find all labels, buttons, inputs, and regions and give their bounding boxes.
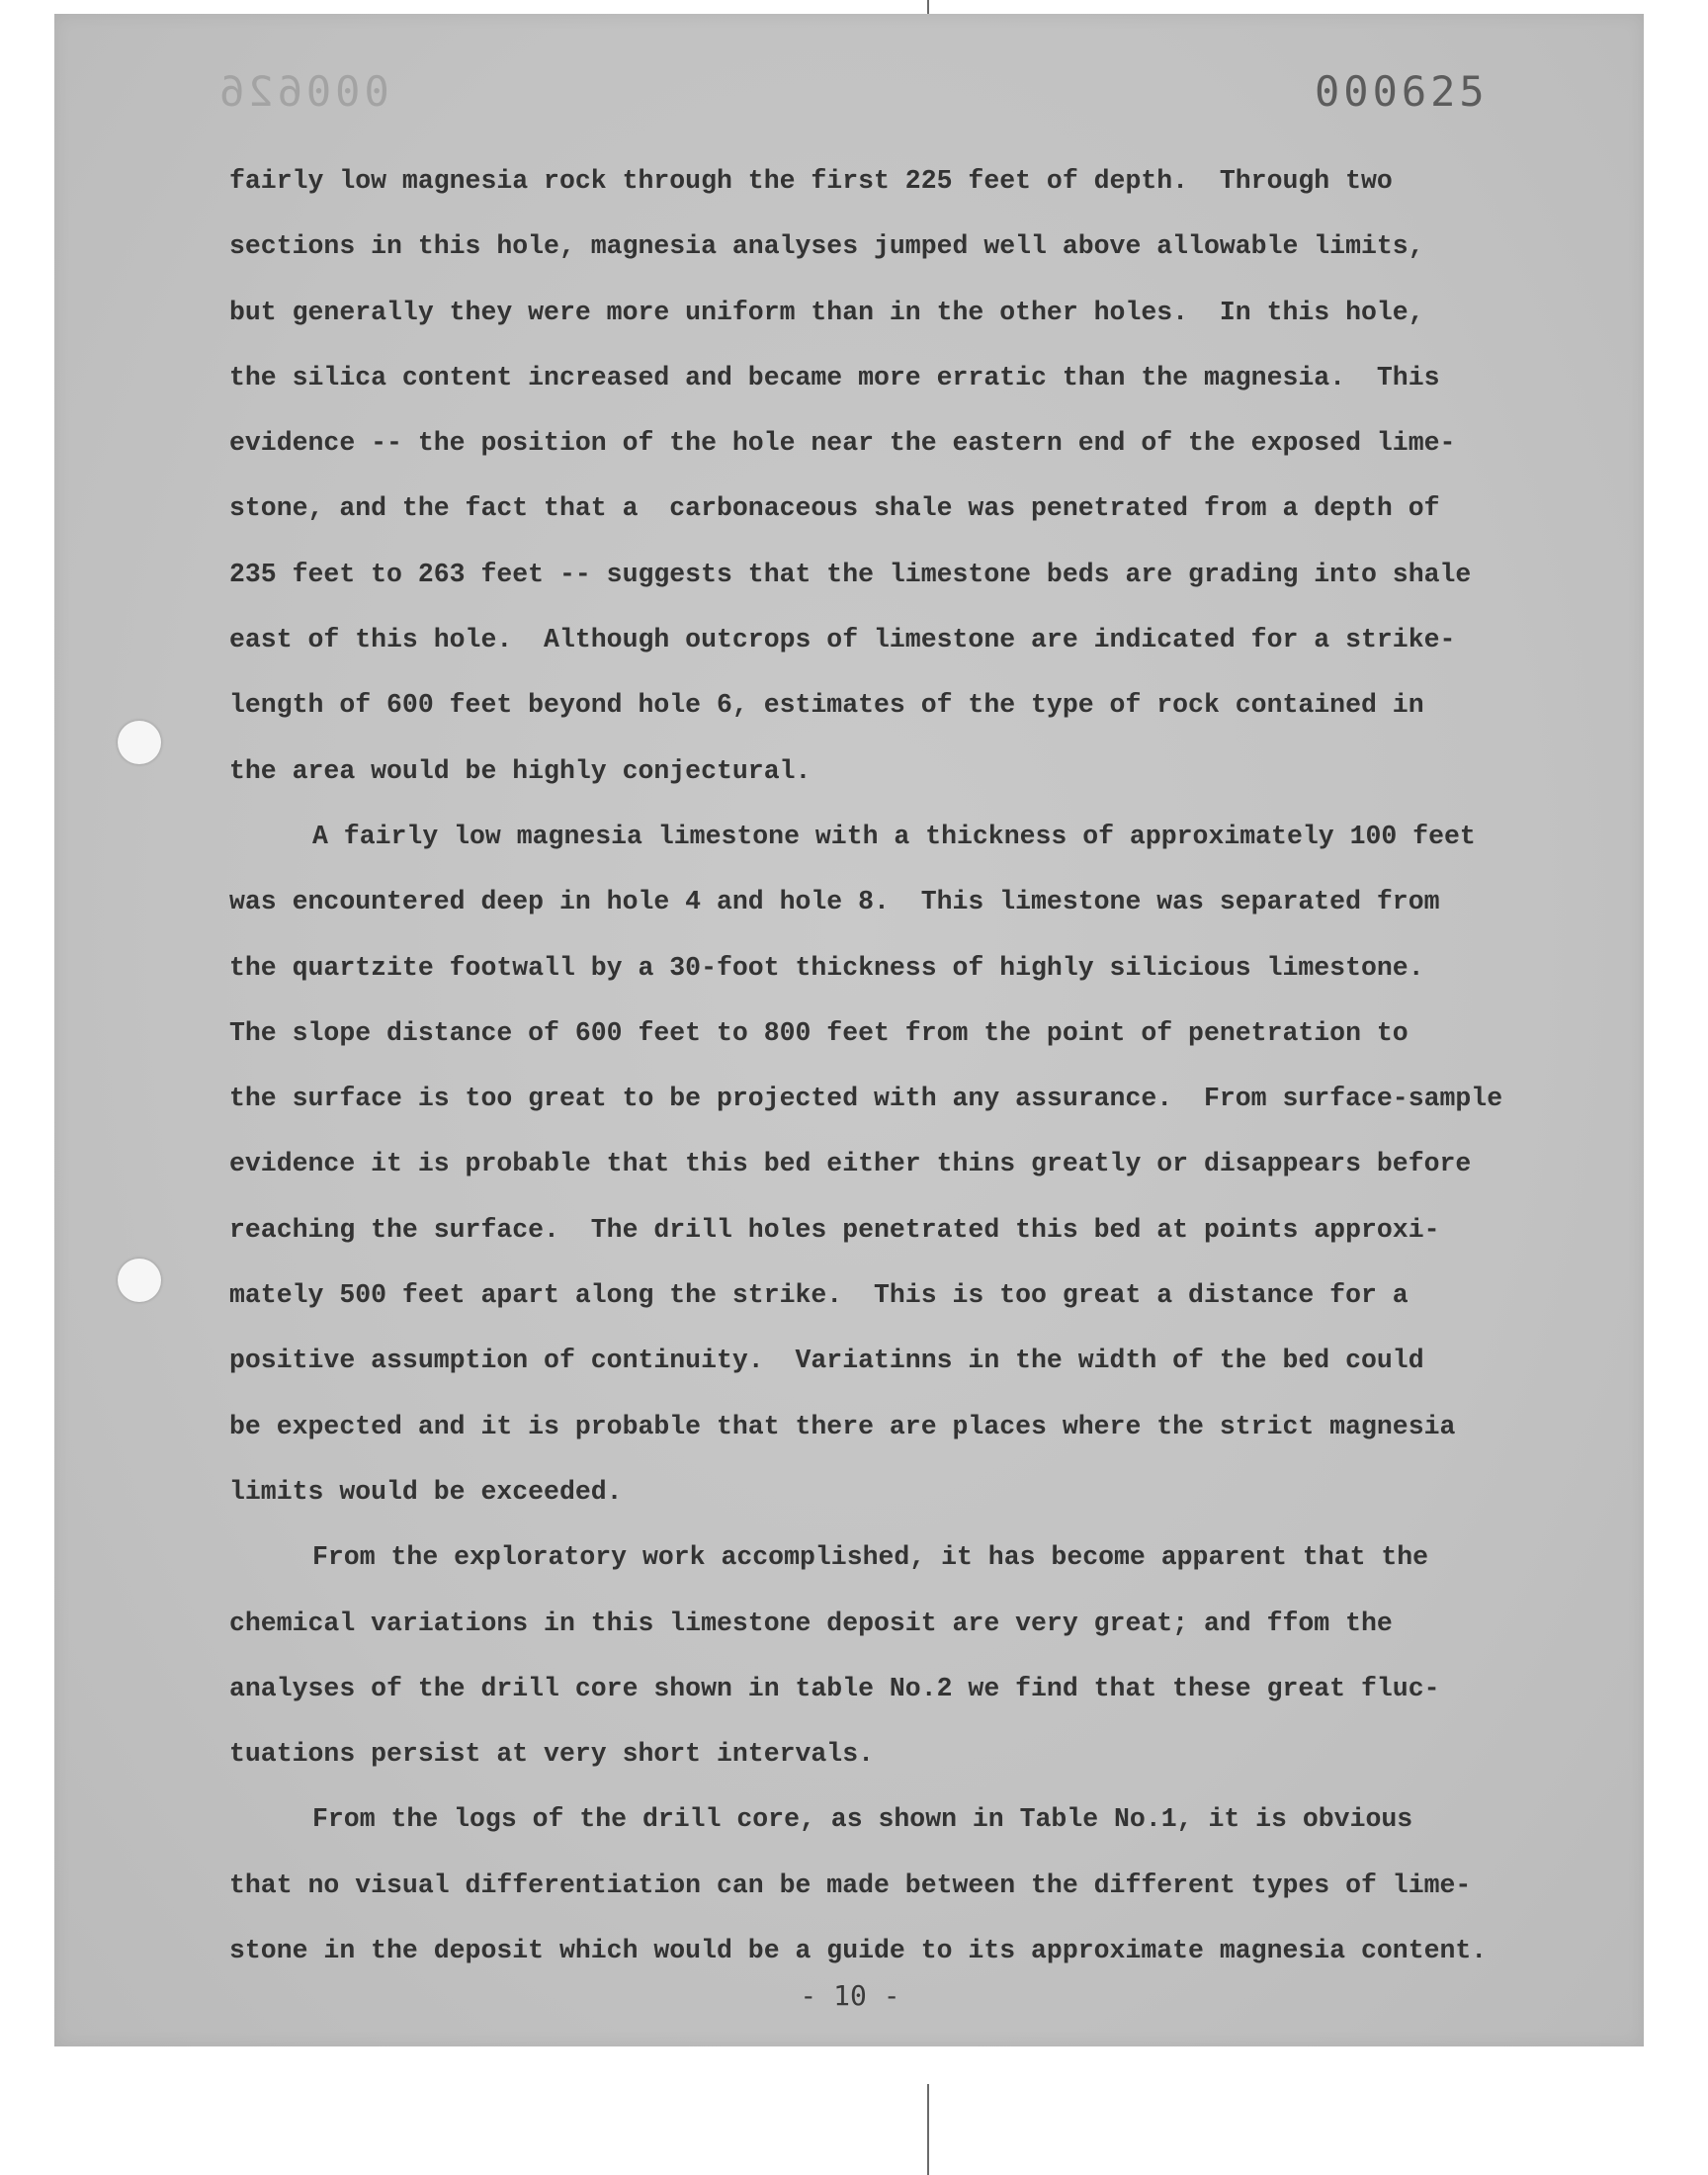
text-line: that no visual differentiation can be made between the different types of lime- <box>229 1870 1472 1900</box>
punch-hole <box>118 721 161 764</box>
text-line: east of this hole. Although outcrops of limestone are indicated for a strike- <box>229 625 1456 655</box>
punch-hole <box>118 1259 161 1302</box>
paragraph <box>229 1524 1574 1786</box>
text-line: stone in the deposit which would be a guide to its approximate magnesia content. <box>229 1936 1488 1966</box>
text-line: the quartzite footwall by a 30-foot thickness of highly silicious limestone. <box>229 952 1424 983</box>
text-line: length of 600 feet beyond hole 6, estimates of the type of rock contained in <box>229 690 1424 721</box>
text-line: evidence it is probable that this bed either thins greatly or disappears before <box>229 1149 1472 1179</box>
text-line: chemical variations in this limestone deposit are very great; and ffom the <box>229 1608 1393 1638</box>
paragraph <box>229 804 1574 1524</box>
text-line: From the exploratory work accomplished, it has become apparent that the <box>312 1542 1429 1573</box>
bleed-through-page-id: 000626 <box>215 67 389 116</box>
text-line: analyses of the drill core shown in table No.2 we find that these great fluc- <box>229 1673 1440 1703</box>
paragraph <box>229 148 1574 804</box>
text-line: 235 feet to 263 feet -- suggests that the limestone beds are grading into shale <box>229 559 1472 589</box>
page-id-stamp: 000625 <box>1315 67 1489 116</box>
fold-line-bottom <box>927 2084 929 2175</box>
text-line: the surface is too great to be projected with any assurance. From surface-sample <box>229 1084 1503 1114</box>
text-line: limits would be exceeded. <box>229 1476 623 1507</box>
text-line: the silica content increased and became more erratic than the magnesia. This <box>229 362 1440 392</box>
text-line: was encountered deep in hole 4 and hole 8. This limestone was separated from <box>229 887 1440 917</box>
text-line: tuations persist at very short intervals. <box>229 1739 875 1770</box>
text-line: positive assumption of continuity. Variatinns in the width of the bed could <box>229 1346 1424 1376</box>
text-line: the area would be highly conjectural. <box>229 755 811 786</box>
text-line: From the logs of the drill core, as shown in Table No.1, it is obvious <box>312 1804 1413 1835</box>
text-line: sections in this hole, magnesia analyses jumped well above allowable limits, <box>229 231 1424 262</box>
text-line: be expected and it is probable that there are places where the strict magnesia <box>229 1411 1456 1441</box>
text-line: fairly low magnesia rock through the first 225 feet of depth. Through two <box>229 166 1393 196</box>
document-body <box>229 148 1574 1983</box>
text-line: evidence -- the position of the hole near the eastern end of the exposed lime- <box>229 428 1456 459</box>
paragraph <box>229 1786 1574 1983</box>
text-line: but generally they were more uniform than in the other holes. In this hole, <box>229 297 1424 327</box>
text-line: A fairly low magnesia limestone with a thickness of approximately 100 feet <box>312 821 1476 851</box>
text-line: mately 500 feet apart along the strike. This is too great a distance for a <box>229 1280 1409 1311</box>
page-number: - 10 - <box>800 1979 900 2012</box>
text-line: stone, and the fact that a carbonaceous shale was penetrated from a depth of <box>229 493 1440 524</box>
text-line: reaching the surface. The drill holes penetrated this bed at points approxi- <box>229 1214 1440 1245</box>
text-line: The slope distance of 600 feet to 800 feet from the point of penetration to <box>229 1017 1409 1048</box>
